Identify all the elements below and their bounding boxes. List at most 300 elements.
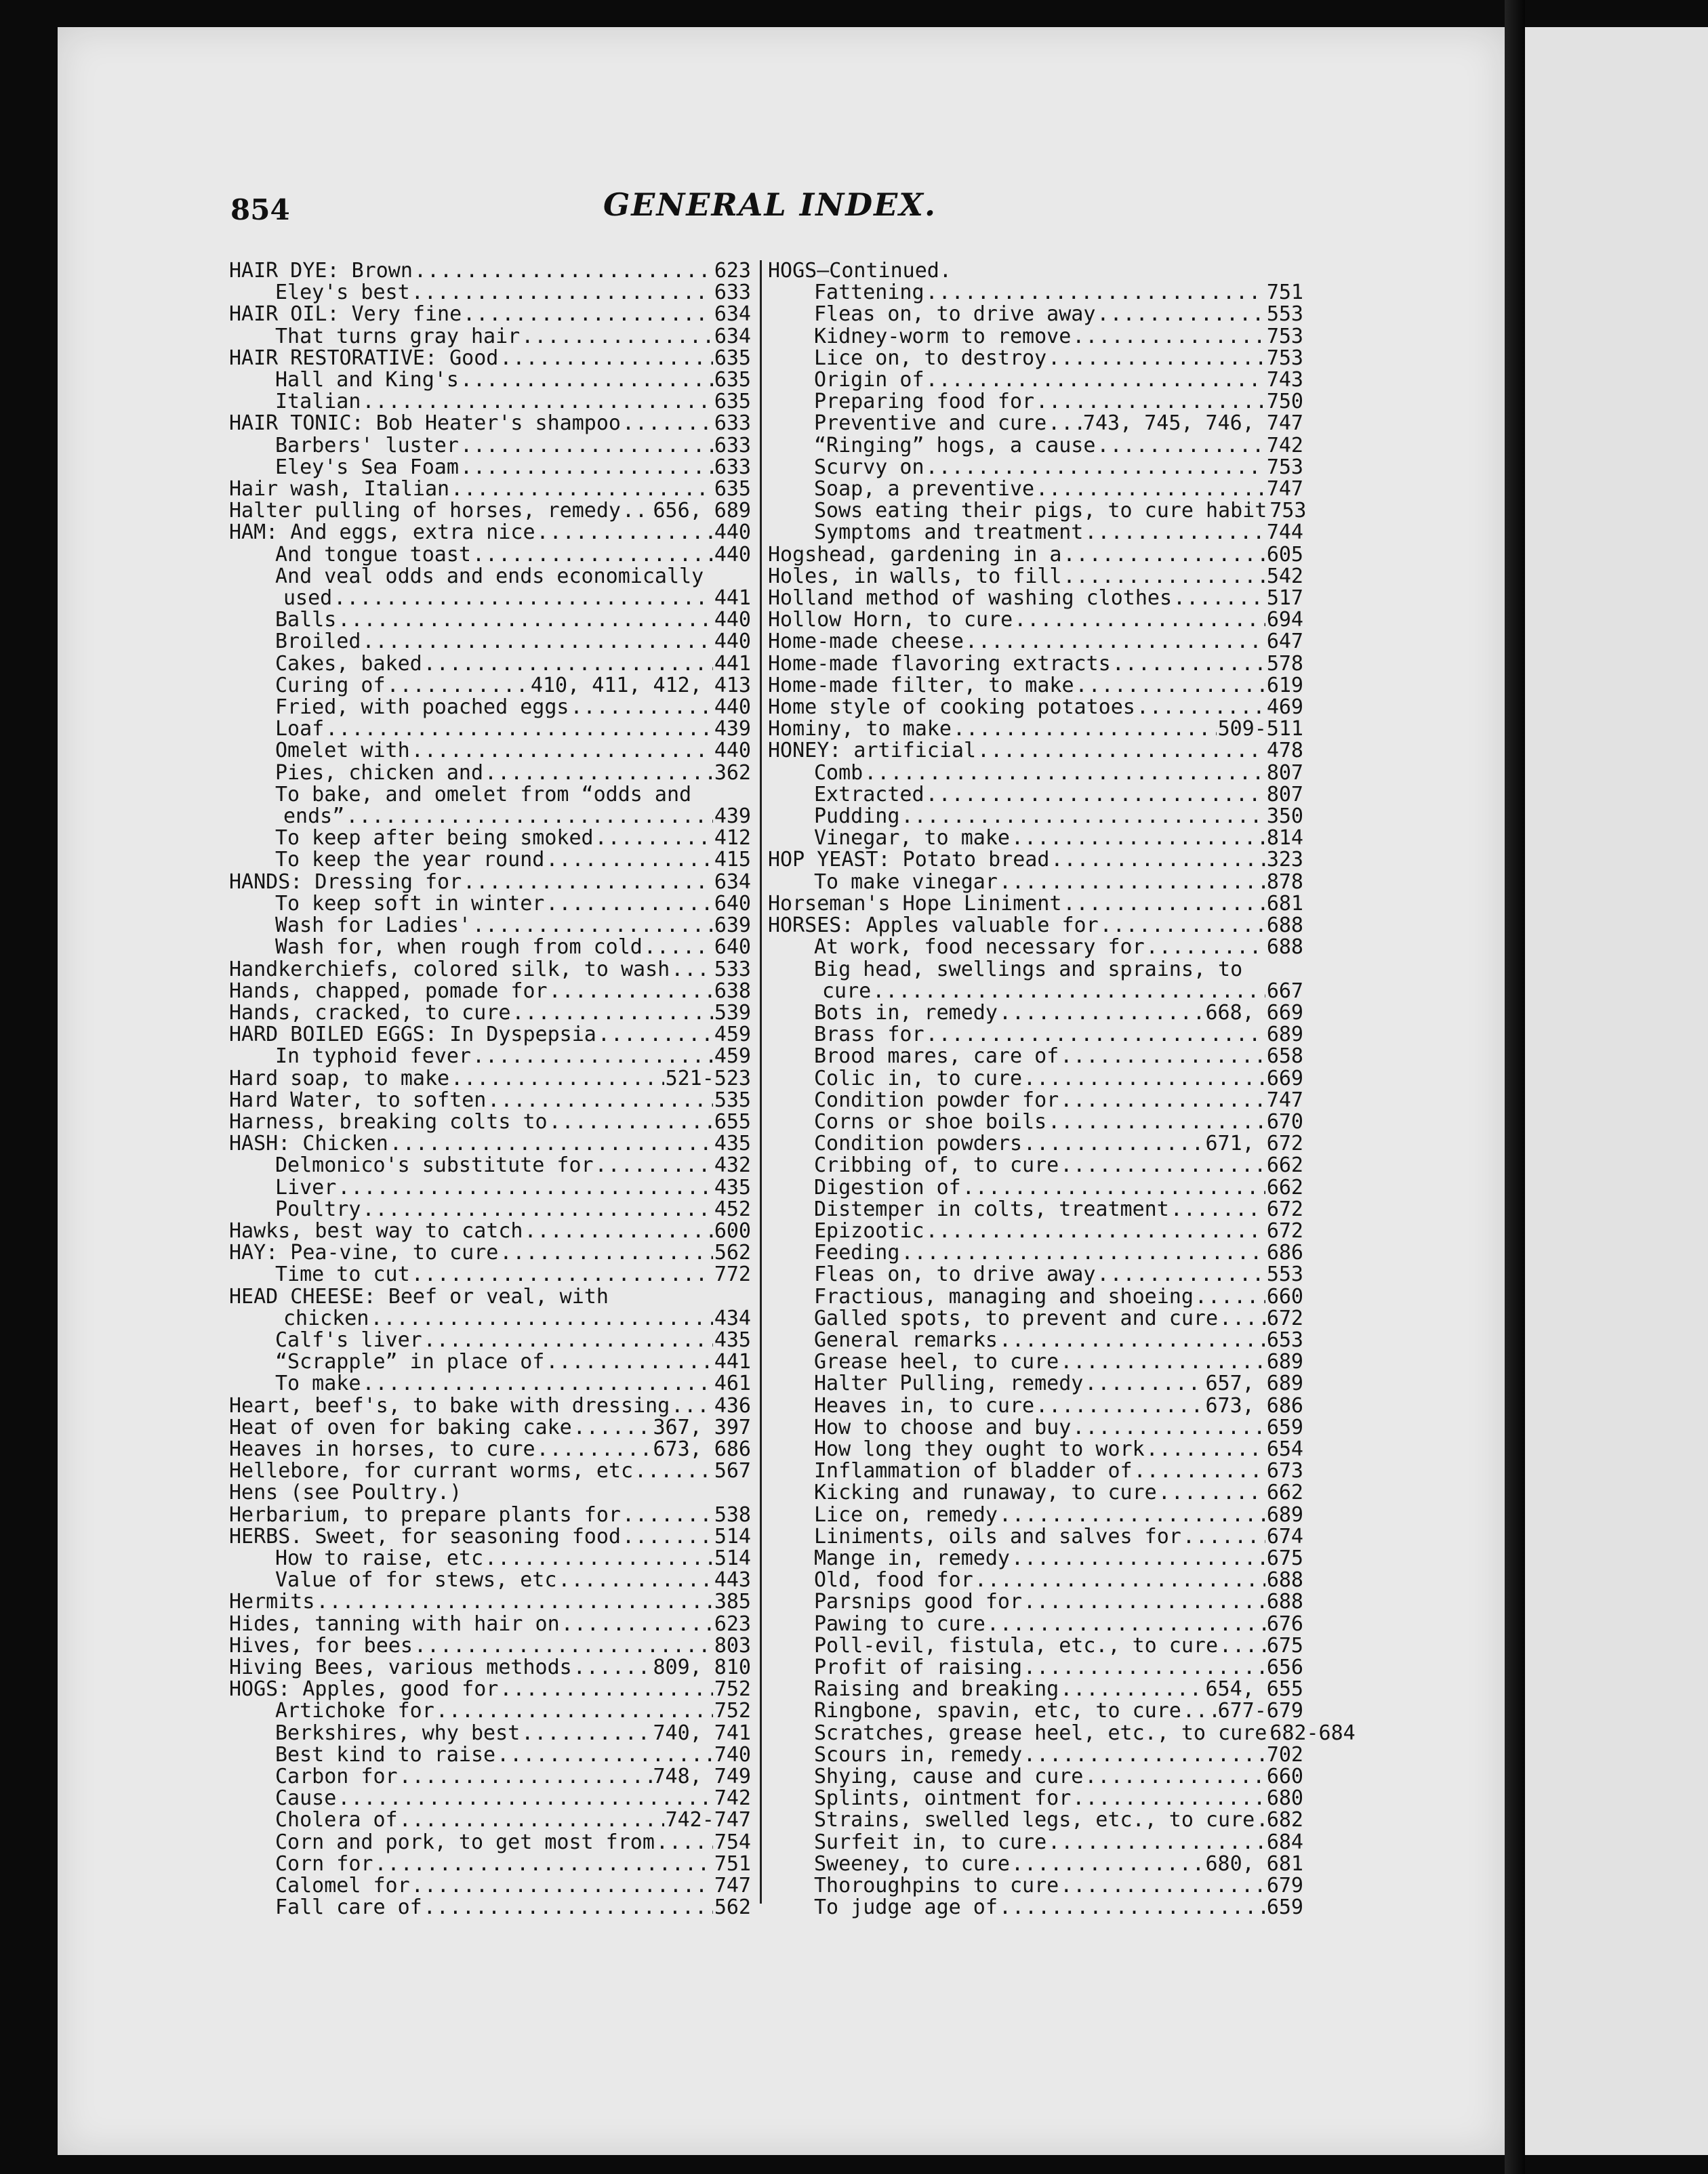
index-entry-page: 754 (714, 1830, 751, 1854)
index-entry (229, 915, 751, 937)
index-entry (768, 1330, 1303, 1351)
index-entry (768, 1744, 1303, 1766)
dot-leader (1063, 544, 1265, 566)
index-entry-text: Vinegar, to make (814, 826, 1010, 850)
index-entry-page: 753 (1266, 455, 1303, 479)
dot-leader (1183, 1700, 1217, 1722)
column-rule (760, 260, 762, 1904)
index-entry-text: Home-made flavoring extracts (768, 651, 1111, 676)
index-entry-page: 742 (714, 1786, 751, 1811)
index-entry-page: 635 (714, 368, 751, 392)
index-entry-page: 435 (714, 1175, 751, 1199)
index-entry (229, 1218, 751, 1243)
index-entry-text: To make (275, 1372, 361, 1396)
index-entry-text: Preparing food for (814, 390, 1035, 414)
dot-leader (622, 500, 652, 522)
index-entry (229, 522, 751, 544)
index-entry-page: 605 (1266, 542, 1303, 567)
index-entry-page: 452 (714, 1197, 751, 1221)
index-entry (229, 827, 751, 849)
index-entry (768, 827, 1303, 849)
index-entry (229, 718, 751, 740)
index-entry-text: Sweeney, to cure (814, 1851, 1010, 1876)
index-entry (229, 1373, 751, 1395)
index-entry-text: Fleas on, to drive away (814, 302, 1096, 327)
index-entry-page: 653 (1266, 1328, 1303, 1352)
index-entry-text: Kicking and runaway, to cure (814, 1481, 1157, 1505)
index-entry (768, 784, 1303, 806)
index-entry (229, 784, 751, 806)
index-entry-text: To judge age of (814, 1895, 998, 1920)
index-entry-page: 686 (1266, 1241, 1303, 1265)
index-entry-text: To keep after being smoked (275, 826, 594, 850)
index-entry-text: Corns or shoe boils (814, 1109, 1047, 1134)
dot-leader (1097, 435, 1265, 457)
index-entry (768, 718, 1303, 740)
index-entry (229, 413, 751, 434)
index-entry-text: To keep soft in winter (275, 891, 545, 916)
index-entry-text: Condition powders (814, 1132, 1023, 1156)
dot-leader (573, 1417, 652, 1439)
index-entry-page: 440 (714, 542, 751, 567)
dot-leader (1072, 326, 1265, 348)
dot-leader (1134, 1460, 1265, 1482)
index-entry-page: 689 (1266, 1023, 1303, 1047)
index-entry-page: 635 (714, 346, 751, 370)
index-entry (229, 1788, 751, 1809)
index-entry-page: 742-747 (665, 1808, 751, 1832)
index-entry (768, 1548, 1303, 1570)
dot-leader (436, 1700, 713, 1722)
index-entry-page: 367, 397 (653, 1415, 751, 1439)
index-entry-text: Raising and breaking (814, 1677, 1059, 1702)
index-entry-page: 662 (1266, 1153, 1303, 1178)
index-entry (229, 1657, 751, 1679)
index-entry-page: 362 (714, 760, 751, 785)
index-entry-page: 684 (1266, 1830, 1303, 1854)
index-entry-page: 521-523 (665, 1066, 751, 1090)
index-entry-text: General remarks (814, 1328, 998, 1352)
index-entry (768, 1526, 1303, 1548)
dot-leader (521, 326, 713, 348)
dot-leader (512, 1002, 712, 1024)
index-entry-page: 509-511 (1217, 717, 1303, 741)
index-entry-text: Harness, breaking colts to (229, 1109, 548, 1134)
dot-leader (671, 959, 713, 981)
index-entry-page: 660 (1266, 1765, 1303, 1789)
index-entry-text: Cribbing of, to cure (814, 1153, 1059, 1178)
index-entry-page: 742 (1266, 433, 1303, 457)
index-entry (229, 1482, 751, 1504)
index-entry-page: 748, 749 (653, 1765, 751, 1789)
index-entry-page: 744 (1266, 520, 1303, 545)
index-entry (229, 1744, 751, 1766)
dot-leader (622, 1526, 713, 1548)
index-entry-page: 689 (1266, 1350, 1303, 1374)
index-entry (229, 1700, 751, 1722)
index-entry (229, 566, 751, 588)
index-entry-text: Ringbone, spavin, etc, to cure (814, 1699, 1181, 1723)
index-entry-page: 440 (714, 520, 751, 545)
index-entry-page: 655 (714, 1109, 751, 1134)
dot-leader (362, 1199, 712, 1221)
dot-leader (451, 1068, 664, 1090)
index-entry-text: Hermits (229, 1590, 315, 1614)
dot-leader (558, 1570, 712, 1591)
dot-leader (424, 653, 713, 675)
index-entry (229, 588, 751, 609)
index-entry (768, 959, 1303, 981)
index-entry-page: 635 (714, 477, 751, 501)
index-entry-page: 562 (714, 1895, 751, 1920)
dot-leader (414, 260, 713, 282)
index-entry-page: 638 (714, 979, 751, 1003)
index-entry-text: Poultry (275, 1197, 361, 1221)
index-entry-page: 412 (714, 826, 751, 850)
index-entry-text: Pudding (814, 804, 900, 829)
dot-leader (1036, 1395, 1204, 1417)
dot-leader (521, 1723, 651, 1744)
dot-leader (1060, 1046, 1265, 1067)
index-entry (229, 326, 751, 348)
index-entry-page: 562 (714, 1241, 751, 1265)
index-entry-page: 443 (714, 1568, 751, 1593)
index-entry (768, 1897, 1303, 1919)
dot-leader (573, 1657, 652, 1679)
index-entry-text: Grease heel, to cure (814, 1350, 1059, 1374)
index-entry-text: used (283, 586, 333, 611)
index-entry-text: HOGS—Continued. (768, 259, 952, 283)
index-entry-page: 461 (714, 1372, 751, 1396)
index-entry-text: How to raise, etc (275, 1546, 484, 1570)
index-entry-text: Kidney-worm to remove (814, 324, 1072, 348)
dot-leader (414, 1635, 713, 1657)
index-entry-text: Symptoms and treatment (814, 520, 1084, 545)
dot-leader (485, 1548, 713, 1570)
book-gutter (1505, 0, 1525, 2174)
index-entry (768, 1308, 1303, 1330)
index-entry-text: Corn and pork, to get most from (275, 1830, 655, 1854)
index-entry-page: 657, 689 (1205, 1372, 1303, 1396)
index-entry-text: “Ringing” hogs, a cause (814, 433, 1096, 457)
index-entry (229, 1526, 751, 1548)
dot-leader (362, 631, 712, 653)
dot-leader (463, 304, 713, 325)
index-entry-text: Mange in, remedy (814, 1546, 1010, 1570)
index-entry-text: HOGS: Apples, good for (229, 1677, 499, 1702)
index-entry (229, 282, 751, 304)
index-entry (768, 915, 1303, 937)
index-entry (229, 1046, 751, 1067)
index-entry (229, 1723, 751, 1744)
index-entry-text: To bake, and omelet from “odds and (275, 782, 692, 806)
index-entry-text: Halter pulling of horses, remedy (229, 499, 621, 523)
dot-leader (1097, 1264, 1265, 1286)
dot-leader (1060, 1679, 1204, 1700)
dot-leader (1112, 653, 1265, 675)
index-entry (229, 1897, 751, 1919)
index-entry-page: 672 (1266, 1306, 1303, 1330)
index-entry (229, 762, 751, 784)
index-entry (229, 871, 751, 893)
index-entry-text: Berkshires, why best (275, 1721, 521, 1745)
index-entry (229, 1832, 751, 1853)
index-entry (768, 1133, 1303, 1155)
index-entry-text: Fall care of (275, 1895, 422, 1920)
index-entry (768, 762, 1303, 784)
dot-leader (549, 1111, 713, 1133)
index-entry (768, 435, 1303, 457)
dot-leader (1060, 1090, 1265, 1111)
index-entry (768, 1264, 1303, 1286)
dot-leader (524, 1221, 712, 1242)
index-entry (768, 1700, 1303, 1722)
index-entry (768, 871, 1303, 893)
dot-leader (1023, 1657, 1265, 1679)
index-entry (229, 1417, 751, 1439)
dot-leader (901, 806, 1265, 827)
dot-leader (622, 413, 713, 434)
index-entry-text: Soap, a preventive (814, 477, 1035, 501)
index-entry (229, 1570, 751, 1591)
index-entry-text: Feeding (814, 1241, 900, 1265)
index-entry (229, 1875, 751, 1897)
index-entry-page: 878 (1266, 869, 1303, 894)
index-entry-page: 639 (714, 914, 751, 938)
index-entry-text: Corn for (275, 1851, 373, 1876)
index-entry-text: Distemper in colts, treatment (814, 1197, 1169, 1221)
index-entry (768, 740, 1303, 762)
index-entry (229, 1766, 751, 1788)
index-entry-text: Hall and King's (275, 368, 459, 392)
dot-leader (333, 588, 713, 609)
index-entry-page: 440 (714, 739, 751, 763)
dot-leader (1051, 849, 1265, 871)
index-entry (229, 1199, 751, 1221)
index-entry-page: 410, 411, 412, 413 (530, 673, 751, 697)
index-entry-page: 674 (1266, 1524, 1303, 1549)
index-entry-text: Colic in, to cure (814, 1066, 1023, 1090)
index-entry-text: Pies, chicken and (275, 760, 484, 785)
index-entry-page: 747 (714, 1874, 751, 1898)
dot-leader (338, 1788, 713, 1809)
index-entry-text: Hellebore, for currant worms, etc (229, 1459, 634, 1483)
index-entry (229, 304, 751, 325)
index-entry-page: 743 (1266, 368, 1303, 392)
dot-leader (999, 1002, 1204, 1024)
index-entry-text: In typhoid fever (275, 1044, 471, 1069)
dot-leader (472, 915, 713, 937)
index-entry-page: 619 (1266, 673, 1303, 697)
index-entry (229, 1395, 751, 1417)
index-entry-text: Holland method of washing clothes (768, 586, 1173, 611)
index-entry-page: 635 (714, 390, 751, 414)
running-head: GENERAL INDEX. (603, 186, 937, 223)
dot-leader (1072, 1788, 1265, 1809)
dot-leader (999, 1330, 1265, 1351)
index-entry-text: Big head, swellings and sprains, to (814, 957, 1243, 981)
index-entry-page: 385 (714, 1590, 751, 1614)
dot-leader (1084, 1766, 1265, 1788)
index-entry-text: Eley's Sea Foam (275, 455, 459, 479)
index-entry-page: 702 (1266, 1742, 1303, 1767)
index-entry-text: Brass for (814, 1023, 924, 1047)
dot-leader (1063, 893, 1265, 915)
index-entry-page: 436 (714, 1393, 751, 1418)
index-entry-page: 752 (714, 1677, 751, 1702)
dot-leader (1048, 1111, 1265, 1133)
index-entry (768, 1242, 1303, 1264)
dot-leader (1137, 697, 1265, 718)
index-entry-text: Heaves in, to cure (814, 1393, 1035, 1418)
dot-leader (451, 478, 713, 500)
index-entry-page: 435 (714, 1328, 751, 1352)
index-entry-page: 753 (1266, 324, 1303, 348)
index-entry-text: HAIR RESTORATIVE: Good (229, 346, 499, 370)
index-entry-text: Digestion of (814, 1175, 961, 1199)
dot-leader (872, 981, 1265, 1002)
index-entry-text: Fried, with poached eggs (275, 695, 569, 720)
index-entry-page: 679 (1266, 1874, 1303, 1898)
index-entry (229, 1177, 751, 1199)
index-entry-text: Splints, ointment for (814, 1786, 1072, 1811)
index-entry-page: 656, 689 (653, 499, 751, 523)
index-entry (768, 1460, 1303, 1482)
index-entry-page: 478 (1266, 739, 1303, 763)
dot-leader (595, 827, 713, 849)
index-entry-page: 680, 681 (1205, 1851, 1303, 1876)
index-entry-page: 688 (1266, 1590, 1303, 1614)
index-entry (768, 391, 1303, 413)
index-entry-text: HASH: Chicken (229, 1132, 388, 1156)
index-entry-text: Balls (275, 608, 337, 632)
index-entry (229, 981, 751, 1002)
index-entry-text: Calomel for (275, 1874, 410, 1898)
dot-leader (901, 1242, 1265, 1264)
index-entry-page: 751 (714, 1851, 751, 1876)
index-entry (229, 348, 751, 369)
index-entry-text: Delmonico's substitute for (275, 1153, 594, 1178)
index-entry (229, 500, 751, 522)
index-entry-page: 647 (1266, 630, 1303, 654)
dot-leader (622, 1504, 713, 1526)
dot-leader (1173, 588, 1265, 609)
index-entry (229, 893, 751, 915)
index-entry-page: 673, 686 (1205, 1393, 1303, 1418)
index-entry-text: Lice on, to destroy (814, 346, 1047, 370)
index-entry-text: Hard soap, to make (229, 1066, 450, 1090)
index-entry (768, 1286, 1303, 1308)
index-entry-text: Scratches, grease heel, etc., to cure (814, 1721, 1267, 1745)
index-entry (229, 1133, 751, 1155)
index-entry (768, 1832, 1303, 1853)
dot-leader (1011, 827, 1265, 849)
dot-leader (926, 369, 1265, 391)
index-entry (229, 1591, 751, 1613)
index-entry (229, 435, 751, 457)
index-entry (229, 1504, 751, 1526)
index-entry-page: 662 (1266, 1481, 1303, 1505)
dot-leader (1084, 1373, 1204, 1395)
dot-leader (1084, 522, 1265, 544)
index-entry-text: HEAD CHEESE: Beef or veal, with (229, 1284, 609, 1309)
index-entry (229, 1614, 751, 1635)
index-entry (768, 544, 1303, 566)
index-entry-text: Fractious, managing and shoeing (814, 1284, 1194, 1309)
index-entry-page: 553 (1266, 302, 1303, 327)
index-entry-page: 533 (714, 957, 751, 981)
index-entry (768, 1002, 1303, 1024)
dot-leader (926, 1024, 1265, 1046)
index-entry (229, 1111, 751, 1133)
index-entry-page: 668, 669 (1205, 1000, 1303, 1025)
index-entry (768, 1373, 1303, 1395)
index-entry-text: Time to cut (275, 1263, 410, 1287)
index-entry (229, 1264, 751, 1286)
index-entry (229, 1090, 751, 1111)
dot-leader (987, 1614, 1265, 1635)
index-entry-page: 440 (714, 695, 751, 720)
index-entry (768, 348, 1303, 369)
dot-leader (500, 1242, 712, 1264)
dot-leader (362, 391, 712, 413)
index-entry-page: 675 (1266, 1633, 1303, 1658)
index-entry-page: 654 (1266, 1437, 1303, 1461)
index-entry (229, 631, 751, 653)
dot-leader (1060, 1875, 1265, 1897)
index-entry-page: 323 (1266, 848, 1303, 872)
index-entry (768, 1635, 1303, 1657)
index-entry (768, 282, 1303, 304)
dot-leader (325, 718, 713, 740)
dot-leader (864, 762, 1265, 784)
index-entry-text: HAM: And eggs, extra nice (229, 520, 535, 545)
index-entry (768, 478, 1303, 500)
index-entry (768, 369, 1303, 391)
index-entry (229, 369, 751, 391)
index-entry-page: 675 (1266, 1546, 1303, 1570)
index-entry-text: Home style of cooking potatoes (768, 695, 1135, 720)
index-entry-page: 539 (714, 1000, 751, 1025)
facing-page-edge (1525, 27, 1708, 2155)
index-entry (768, 937, 1303, 958)
index-entry-text: Origin of (814, 368, 924, 392)
dot-leader (472, 1046, 713, 1067)
dot-leader (1060, 1351, 1265, 1373)
dot-leader (549, 981, 713, 1002)
index-entry (229, 653, 751, 675)
index-entry-text: chicken (283, 1306, 369, 1330)
index-entry (229, 1460, 751, 1482)
index-entry-text: Pawing to cure (814, 1612, 985, 1636)
index-entry-page: 747 (1266, 1088, 1303, 1112)
dot-leader (1100, 915, 1265, 937)
dot-leader (1048, 348, 1265, 369)
index-entry-page: 814 (1266, 826, 1303, 850)
index-entry (768, 1218, 1303, 1243)
dot-leader (644, 937, 713, 958)
index-column-right (768, 259, 1356, 1920)
dot-leader (999, 1504, 1265, 1526)
index-entry-page: 634 (714, 869, 751, 894)
dot-leader (926, 282, 1265, 304)
index-entry-page: 662 (1266, 1175, 1303, 1199)
index-entry (768, 1679, 1303, 1700)
index-entry-text: Scurvy on (814, 455, 924, 479)
dot-leader (1219, 1635, 1265, 1657)
dot-leader (375, 1853, 713, 1875)
index-entry-text: Italian (275, 390, 361, 414)
